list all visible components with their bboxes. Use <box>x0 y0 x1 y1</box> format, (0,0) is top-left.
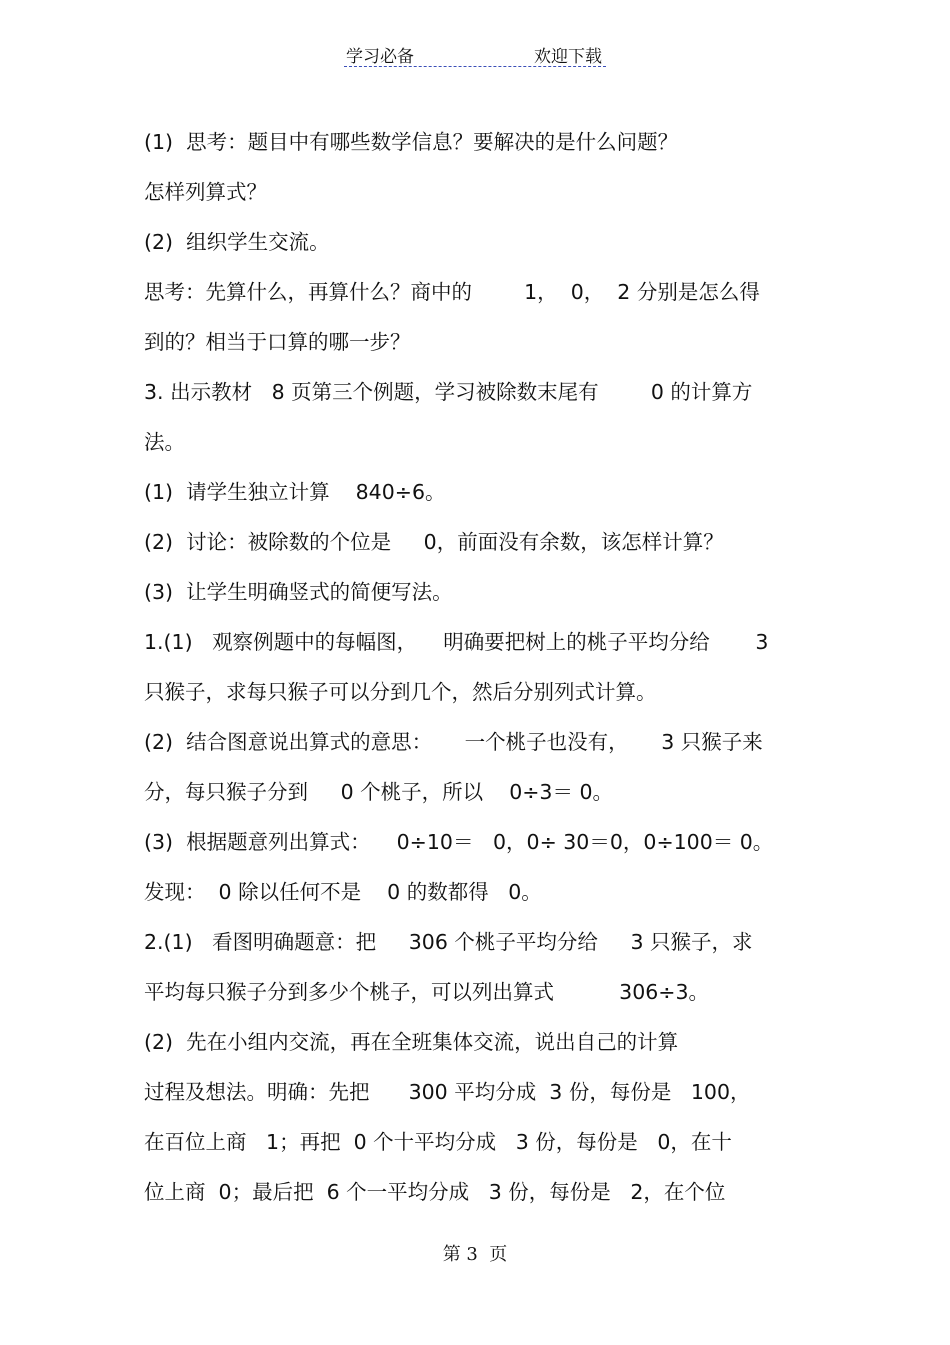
text-line: 位上商 0；最后把 6 个一平均分成 3 份，每份是 2，在个位 <box>144 1180 726 1204</box>
document-body <box>144 123 824 1223</box>
header-left-text: 学习必备 <box>346 47 414 67</box>
text-line: 1.(1) 观察例题中的每幅图， 明确要把树上的桃子平均分给 3 <box>144 630 769 654</box>
text-line: (2) 先在小组内交流，再在全班集体交流，说出自己的计算 <box>144 1030 679 1054</box>
page-number: 第 3 页 <box>442 1244 508 1265</box>
text-line: 怎样列算式？ <box>144 180 267 204</box>
text-line: 法。 <box>144 430 185 454</box>
header-right-text: 欢迎下载 <box>534 47 602 67</box>
text-line: 只猴子，求每只猴子可以分到几个，然后分别列式计算。 <box>144 680 657 704</box>
text-line: 到的？相当于口算的哪一步？ <box>144 330 411 354</box>
text-line: 3. 出示教材 8 页第三个例题，学习被除数末尾有 0 的计算方 <box>144 380 753 404</box>
page-header <box>344 42 606 67</box>
text-line: 平均每只猴子分到多少个桃子，可以列出算式 306÷3。 <box>144 980 710 1004</box>
text-line: 思考：先算什么，再算什么？商中的 1， 0， 2 分别是怎么得 <box>144 280 760 304</box>
text-line: 过程及想法。明确：先把 300 平均分成 3 份，每份是 100， <box>144 1080 751 1104</box>
text-line: (2) 结合图意说出算式的意思： 一个桃子也没有， 3 只猴子来 <box>144 730 763 754</box>
text-line: 在百位上商 1；再把 0 个十平均分成 3 份，每份是 0，在十 <box>144 1130 732 1154</box>
text-line: (1) 思考：题目中有哪些数学信息？要解决的是什么问题？ <box>144 130 679 154</box>
text-line: (2) 讨论：被除数的个位是 0，前面没有余数，该怎样计算？ <box>144 530 724 554</box>
text-line: 分，每只猴子分到 0 个桃子，所以 0÷3＝ 0。 <box>144 780 614 804</box>
text-line: (1) 请学生独立计算 840÷6。 <box>144 480 446 504</box>
text-line: (3) 根据题意列出算式： 0÷10＝ 0，0÷ 30＝0，0÷100＝ 0。 <box>144 830 774 854</box>
text-line: 发现： 0 除以任何不是 0 的数都得 0。 <box>144 880 542 904</box>
text-line: (3) 让学生明确竖式的简便写法。 <box>144 580 453 604</box>
text-line: (2) 组织学生交流。 <box>144 230 330 254</box>
text-line: 2.(1) 看图明确题意：把 306 个桃子平均分给 3 只猴子，求 <box>144 930 753 954</box>
